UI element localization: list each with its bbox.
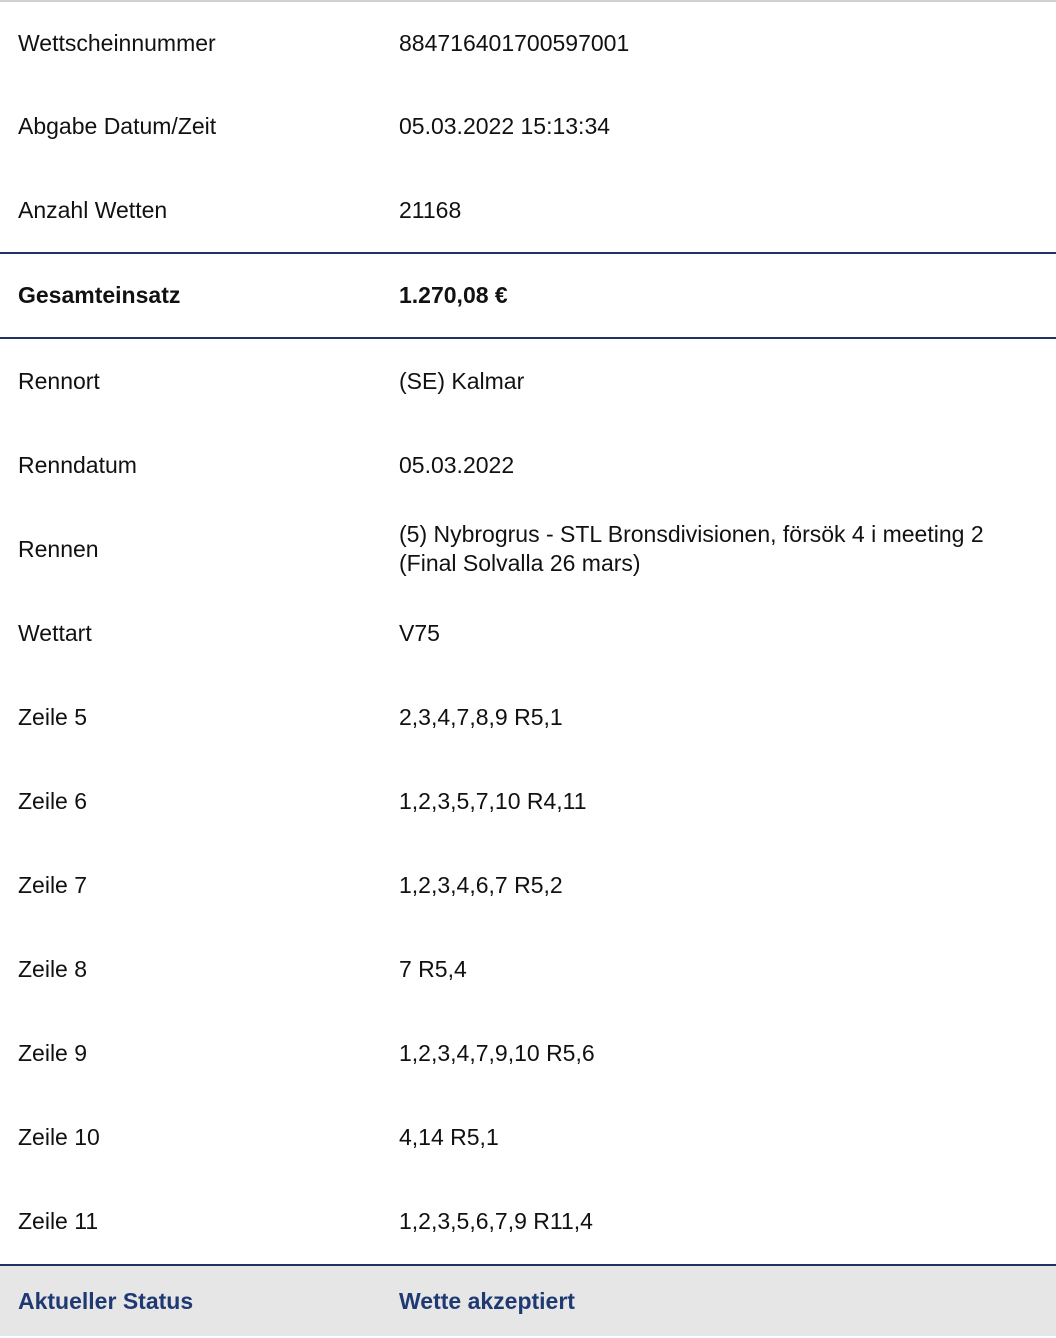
line-label: Zeile 10: [18, 1123, 100, 1150]
bet-type-label: Wettart: [18, 619, 92, 646]
race-value: [399, 520, 1056, 578]
line-row: [0, 927, 1056, 1011]
line-value: 7 R5,4: [399, 955, 467, 982]
line-value: 4,14 R5,1: [399, 1123, 499, 1150]
line-value: 2,3,4,7,8,9 R5,1: [399, 703, 563, 730]
race-label: Rennen: [18, 535, 99, 562]
status-value: Wette akzeptiert: [399, 1287, 575, 1314]
line-value: 1,2,3,4,6,7 R5,2: [399, 871, 563, 898]
line-value: 1,2,3,5,7,10 R4,11: [399, 787, 587, 814]
total-stake-label: Gesamteinsatz: [18, 282, 181, 308]
line-label: Zeile 8: [18, 955, 88, 982]
line-row: [0, 675, 1056, 759]
total-stake-value: 1.270,08 €: [399, 282, 508, 308]
line-label: Zeile 7: [18, 871, 88, 898]
bet-count-label: Anzahl Wetten: [18, 196, 168, 223]
race-value-line-1: (5) Nybrogrus - STL Bronsdivisionen, försök 4 i meeting 2: [399, 521, 984, 547]
line-row: [0, 843, 1056, 927]
line-row: [0, 1179, 1056, 1264]
line-row: [0, 1011, 1056, 1095]
status-label: Aktueller Status: [18, 1287, 194, 1314]
venue-value: (SE) Kalmar: [399, 367, 525, 394]
line-value: 1,2,3,5,6,7,9 R11,4: [399, 1208, 593, 1234]
line-value: 1,2,3,4,7,9,10 R5,6: [399, 1039, 595, 1066]
bet-type-value: V75: [399, 619, 440, 646]
bet-count-row: [0, 168, 1056, 252]
line-row: [0, 1095, 1056, 1179]
submitted-value: 05.03.2022 15:13:34: [399, 112, 611, 139]
line-row: [0, 759, 1056, 843]
bet-type-row: [0, 591, 1056, 675]
line-label: Zeile 6: [18, 787, 88, 814]
race-date-label: Renndatum: [18, 451, 137, 478]
race-value-line-2: (Final Solvalla 26 mars): [399, 550, 641, 576]
race-date-value: 05.03.2022: [399, 451, 515, 478]
status-row: [0, 1264, 1056, 1336]
venue-label: Rennort: [18, 367, 100, 394]
submitted-row: [0, 84, 1056, 168]
ticket-number-row: [0, 2, 1056, 84]
line-label: Zeile 5: [18, 703, 88, 730]
bet-count-value: 21168: [399, 196, 462, 223]
line-label: Zeile 11: [18, 1208, 99, 1234]
ticket-number-value: 884716401700597001: [399, 29, 630, 56]
line-label: Zeile 9: [18, 1039, 88, 1066]
ticket-number-label: Wettscheinnummer: [18, 29, 216, 56]
venue-row: [0, 339, 1056, 423]
race-date-row: [0, 423, 1056, 507]
submitted-label: Abgabe Datum/Zeit: [18, 112, 217, 139]
race-row: [0, 507, 1056, 591]
total-stake-row: [0, 252, 1056, 339]
